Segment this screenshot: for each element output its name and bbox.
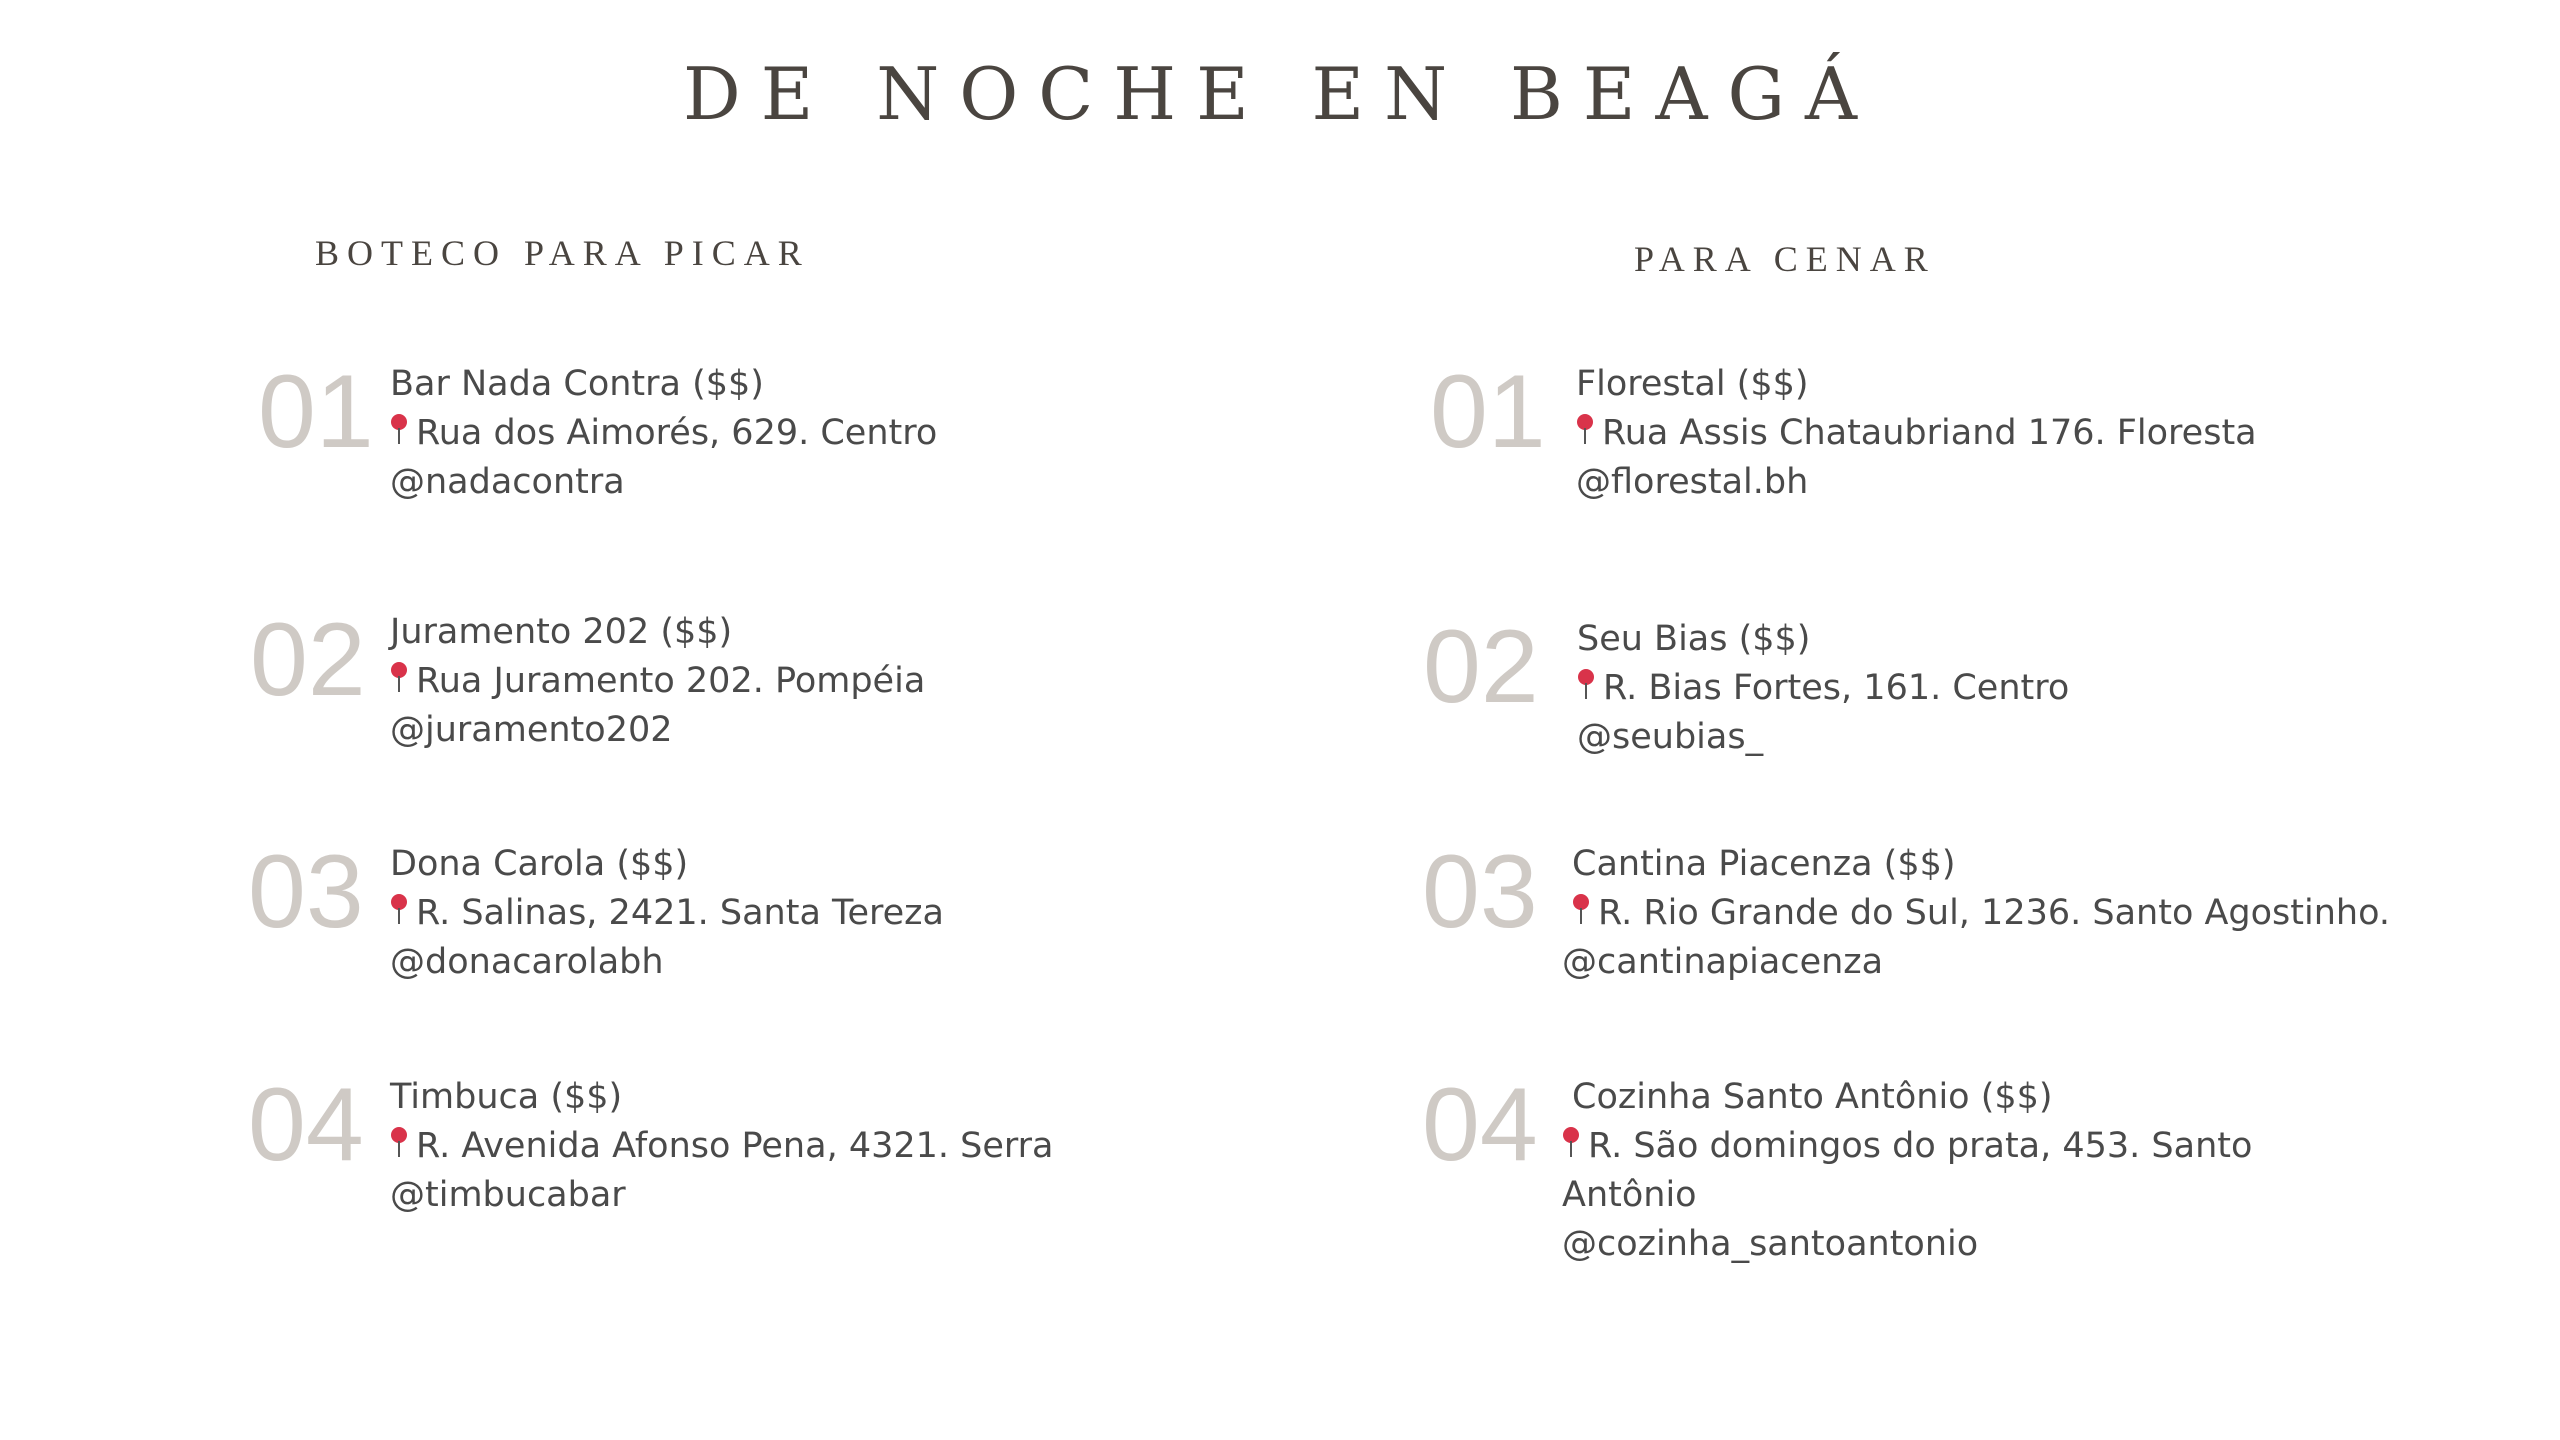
entry-address-line bbox=[390, 657, 925, 706]
right-entry-4 bbox=[1422, 1067, 2422, 1273]
entry-address-line bbox=[390, 1122, 1054, 1171]
entry-number: 03 bbox=[1422, 834, 1538, 950]
entry-details bbox=[390, 1073, 1054, 1220]
right-entry-1 bbox=[1430, 354, 2430, 560]
entry-address-line bbox=[1576, 409, 2257, 458]
entry-details bbox=[1577, 615, 2069, 762]
entry-number: 04 bbox=[1422, 1067, 1538, 1183]
entry-handle[interactable]: @donacarolabh bbox=[390, 942, 664, 982]
entry-handle[interactable]: @florestal.bh bbox=[1576, 462, 1809, 502]
left-entry-4 bbox=[248, 1067, 1248, 1273]
entry-handle[interactable]: @cozinha_santoantonio bbox=[1562, 1224, 1979, 1264]
entry-name: Juramento 202 ($$) bbox=[390, 612, 733, 652]
entry-details bbox=[390, 840, 944, 987]
right-entry-2 bbox=[1423, 609, 2423, 815]
page-title: DE NOCHE EN BEAGÁ bbox=[683, 52, 1877, 136]
pin-icon bbox=[390, 412, 408, 448]
entry-address: R. Salinas, 2421. Santa Tereza bbox=[416, 893, 944, 933]
entry-address-continued: Antônio bbox=[1562, 1175, 1697, 1215]
pin-icon bbox=[390, 892, 408, 928]
entry-number: 02 bbox=[250, 602, 366, 718]
entry-address-line bbox=[1577, 664, 2069, 713]
pin-icon bbox=[1576, 412, 1594, 448]
entry-name: Seu Bias ($$) bbox=[1577, 619, 1811, 659]
entry-details bbox=[1562, 1073, 2253, 1269]
entry-name: Dona Carola ($$) bbox=[390, 844, 689, 884]
entry-number: 01 bbox=[1430, 354, 1546, 470]
entry-address: Rua Assis Chataubriand 176. Floresta bbox=[1602, 413, 2257, 453]
right-column-heading: PARA CENAR bbox=[1634, 239, 1936, 279]
entry-details bbox=[390, 608, 925, 755]
entry-details bbox=[1562, 840, 2391, 987]
left-entry-3 bbox=[248, 834, 1248, 1040]
entry-name: Cozinha Santo Antônio ($$) bbox=[1572, 1077, 2053, 1117]
pin-icon bbox=[1572, 892, 1590, 928]
entry-handle[interactable]: @seubias_ bbox=[1577, 717, 1764, 757]
entry-number: 01 bbox=[258, 354, 374, 470]
entry-name: Timbuca ($$) bbox=[390, 1077, 623, 1117]
entry-name: Cantina Piacenza ($$) bbox=[1572, 844, 1956, 884]
pin-icon bbox=[1577, 667, 1595, 703]
entry-handle[interactable]: @cantinapiacenza bbox=[1562, 942, 1884, 982]
entry-name: Florestal ($$) bbox=[1576, 364, 1809, 404]
entry-name: Bar Nada Contra ($$) bbox=[390, 364, 764, 404]
entry-number: 04 bbox=[248, 1067, 364, 1183]
entry-details bbox=[390, 360, 937, 507]
entry-address: R. Avenida Afonso Pena, 4321. Serra bbox=[416, 1126, 1054, 1166]
entry-address: R. Bias Fortes, 161. Centro bbox=[1603, 668, 2070, 708]
entry-address-line bbox=[1562, 1122, 2252, 1171]
left-entry-2 bbox=[250, 602, 1250, 808]
entry-address-line bbox=[1572, 889, 2390, 938]
entry-address: Rua dos Aimorés, 629. Centro bbox=[416, 413, 938, 453]
entry-handle[interactable]: @juramento202 bbox=[390, 710, 673, 750]
entry-address: R. Rio Grande do Sul, 1236. Santo Agostinho. bbox=[1598, 893, 2391, 933]
left-column-heading: BOTECO PARA PICAR bbox=[315, 233, 810, 273]
entry-number: 02 bbox=[1423, 609, 1539, 725]
entry-handle[interactable]: @timbucabar bbox=[390, 1175, 626, 1215]
entry-address: R. São domingos do prata, 453. Santo bbox=[1588, 1126, 2253, 1166]
entry-address: Rua Juramento 202. Pompéia bbox=[416, 661, 926, 701]
pin-icon bbox=[390, 660, 408, 696]
right-entry-3 bbox=[1422, 834, 2422, 1040]
entry-address-line bbox=[390, 889, 944, 938]
entry-details bbox=[1576, 360, 2257, 507]
pin-icon bbox=[1562, 1125, 1580, 1161]
pin-icon bbox=[390, 1125, 408, 1161]
entry-number: 03 bbox=[248, 834, 364, 950]
left-entry-1 bbox=[258, 354, 1258, 560]
entry-handle[interactable]: @nadacontra bbox=[390, 462, 625, 502]
entry-address-line bbox=[390, 409, 937, 458]
